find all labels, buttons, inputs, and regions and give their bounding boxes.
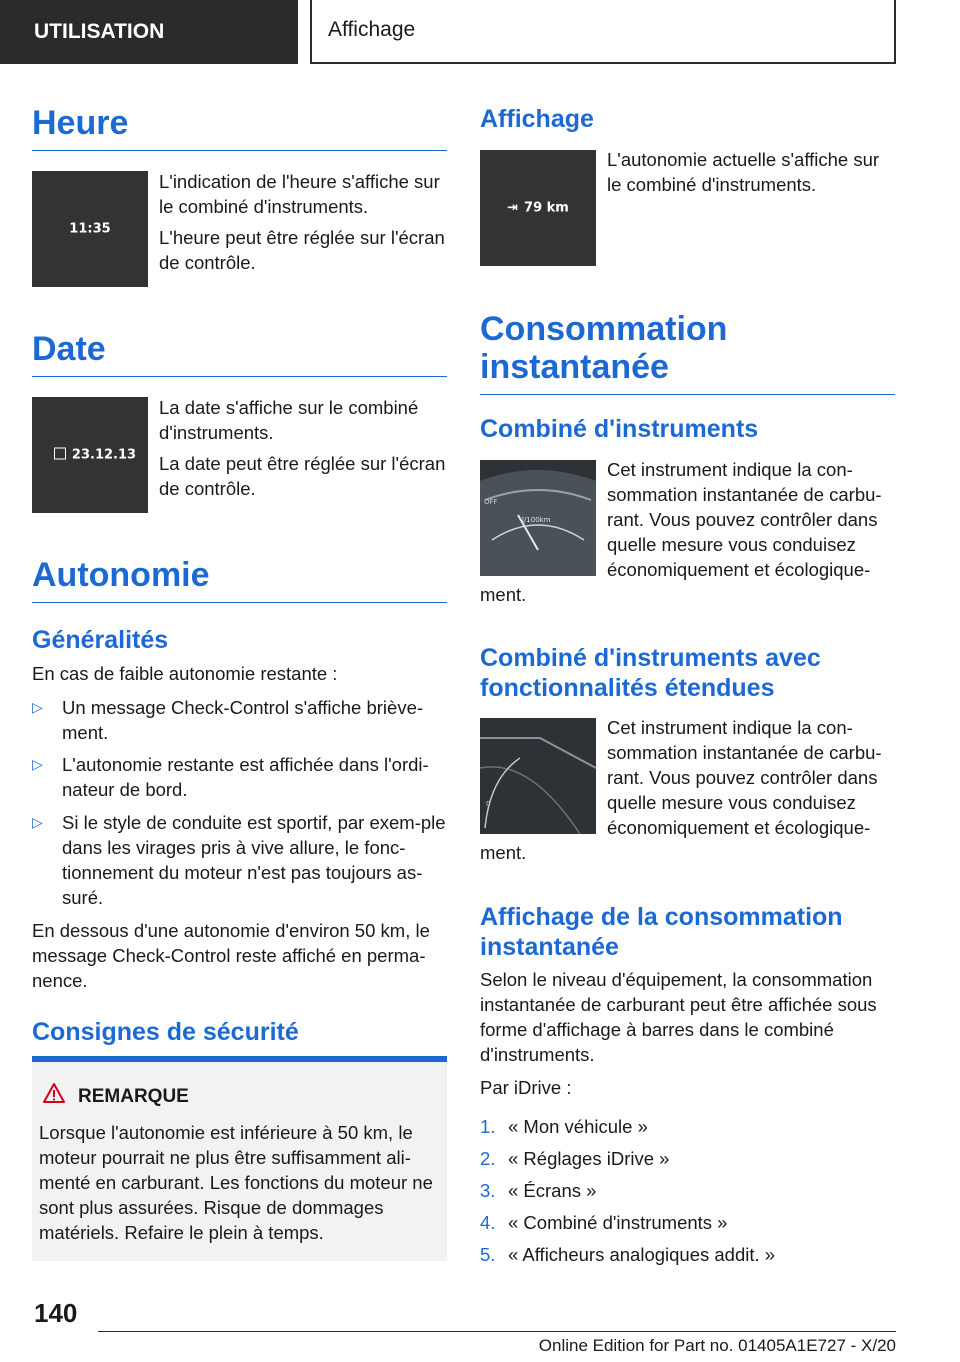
chapter-header: Affichage	[310, 0, 896, 64]
step-item: 1. « Mon véhicule »	[480, 1116, 648, 1137]
range-display-image	[480, 150, 596, 266]
section-header: UTILISATION	[0, 0, 298, 64]
heure-text	[159, 169, 449, 281]
heure-p2: L'heure peut être réglée sur l'écran de contrôle.	[159, 227, 445, 273]
affichage-text: L'autonomie actuelle s'affiche sur le combiné d'instruments.	[607, 149, 880, 195]
date-p2: La date peut être réglée sur l'écran de contrôle.	[159, 453, 446, 499]
combi-title: Combiné d'instruments	[480, 415, 759, 443]
consumption-gauge-image	[480, 460, 596, 576]
footer-divider	[98, 1331, 896, 1332]
range-value: 79 km	[524, 200, 569, 216]
date-p1: La date s'affiche sur le combiné d'instruments.	[159, 397, 419, 443]
warning-box	[32, 1056, 447, 1261]
triangle-bullet-icon: ▷	[32, 699, 43, 715]
date-display-value	[32, 448, 148, 463]
gauge-unit: l/100km	[522, 516, 551, 524]
list-item: ▷ L'autonomie restante est affichée dans l'ordi-nateur de bord.	[32, 754, 429, 800]
warning-triangle-icon	[42, 1082, 66, 1104]
date-text	[159, 395, 449, 507]
warning-text: Lorsque l'autonomie est inférieure à 50 km, le moteur pourrait ne plus être suffisamment ali-menté en carburant. Les fonctions du moteur ne sont plus assurées. Risque de dommages matériels. Refaire le plein à temps.	[39, 1122, 433, 1243]
conso-title: Consommation instantanée	[480, 310, 895, 395]
generalites-title: Généralités	[32, 626, 169, 654]
step-item: 4. « Combiné d'instruments »	[480, 1212, 728, 1233]
date-display-image	[32, 397, 148, 513]
gauge-off-label: OFF	[484, 498, 498, 506]
extended-gauge-graphic	[480, 718, 596, 834]
extended-gauge-image	[480, 718, 596, 834]
autonomie-intro: En cas de faible autonomie restante :	[32, 663, 338, 684]
svg-text:0: 0	[486, 800, 491, 808]
heure-p1: L'indication de l'heure s'affiche sur le combiné d'instruments.	[159, 171, 440, 217]
clock-display-value: 11:35	[69, 221, 111, 237]
combi-ext-text-cont: ment.	[480, 842, 527, 863]
calendar-icon	[54, 448, 66, 460]
step-item: 2. « Réglages iDrive »	[480, 1148, 670, 1169]
affichage-title: Affichage	[480, 105, 594, 133]
autonomie-title: Autonomie	[32, 556, 447, 603]
triangle-bullet-icon: ▷	[32, 756, 43, 772]
consignes-title: Consignes de sécurité	[32, 1018, 299, 1046]
combi-text-cont: ment.	[480, 584, 527, 605]
idrive-label: Par iDrive :	[480, 1077, 572, 1098]
date-title: Date	[32, 330, 447, 377]
range-display-value	[480, 201, 596, 216]
page-number: 140	[34, 1298, 78, 1328]
aff-title: Affichage de la consommation instantanée	[480, 903, 843, 961]
edition-text: Online Edition for Part no. 01405A1E727 - X/20	[538, 1336, 896, 1355]
combi-ext-title: Combiné d'instruments avec fonctionnalités étendues	[480, 644, 821, 702]
step-item: 3. « Écrans »	[480, 1180, 597, 1201]
step-item: 5. « Afficheurs analogiques addit. »	[480, 1244, 776, 1265]
date-value: 23.12.13	[71, 447, 137, 463]
warning-title: REMARQUE	[78, 1086, 189, 1107]
combi-text: Cet instrument indique la con-sommation instantanée de carbu-rant. Vous pouvez contrôler dans quelle mesure vous conduisez économiquement et écologique-	[607, 459, 882, 580]
gauge-graphic	[480, 460, 596, 576]
list-item: ▷ Un message Check-Control s'affiche briève-ment.	[32, 697, 424, 743]
aff-text: Selon le niveau d'équipement, la consommation instantanée de carburant peut être affichée sous forme d'affichage à barres dans le combiné d'instruments.	[480, 969, 877, 1065]
fuel-pump-icon: ⇥	[507, 200, 519, 216]
clock-display-image	[32, 171, 148, 287]
triangle-bullet-icon: ▷	[32, 814, 43, 830]
heure-title: Heure	[32, 104, 447, 151]
combi-ext-text: Cet instrument indique la con-sommation instantanée de carbu-rant. Vous pouvez contrôler dans quelle mesure vous conduisez économiquement et écologique-	[607, 717, 882, 838]
list-item: ▷ Si le style de conduite est sportif, par exem-ple dans les virages pris à vive allure, le fonc-tionnement du moteur n'est pas toujours as-suré.	[32, 812, 446, 908]
autonomie-outro: En dessous d'une autonomie d'environ 50 km, le message Check-Control reste affiché en perma-nence.	[32, 920, 430, 991]
